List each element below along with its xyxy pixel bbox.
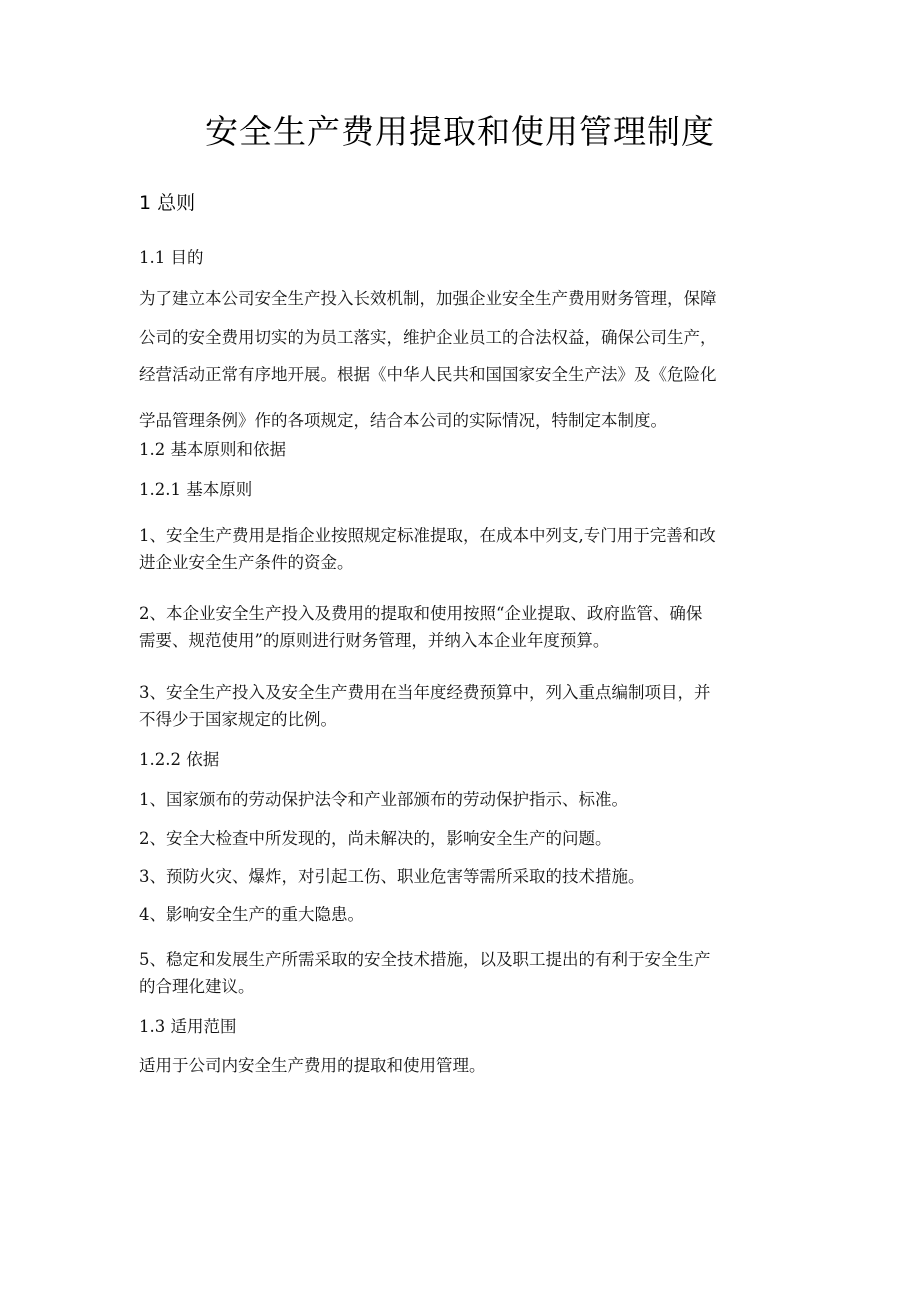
basis-item-5-line-1: 5、稳定和发展生产所需采取的安全技术措施，以及职工提出的有利于安全生产	[139, 950, 711, 969]
subsection-heading-principles-basis: 1.2 基本原则和依据	[139, 440, 286, 459]
document-title: 安全生产费用提取和使用管理制度	[205, 112, 715, 151]
principle-item-2-line-1: 2、本企业安全生产投入及费用的提取和使用按照“企业提取、政府监管、确保	[139, 604, 703, 623]
section-heading-general: 1 总则	[139, 192, 196, 214]
paragraph-line: 公司的安全费用切实的为员工落实，维护企业员工的合法权益，确保公司生产，	[139, 328, 717, 347]
paragraph-line: 学品管理条例》作的各项规定，结合本公司的实际情况，特制定本制度。	[139, 411, 667, 430]
principle-item-1-line-2: 进企业安全生产条件的资金。	[139, 553, 354, 572]
scope-text: 适用于公司内安全生产费用的提取和使用管理。	[139, 1056, 486, 1075]
principle-item-2-line-2: 需要、规范使用”的原则进行财务管理，并纳入本企业年度预算。	[139, 631, 610, 650]
basis-item-2: 2、安全大检查中所发现的，尚未解决的，影响安全生产的问题。	[139, 829, 612, 848]
principle-item-3-line-2: 不得少于国家规定的比例。	[139, 710, 337, 729]
subsection-heading-basis: 1.2.2 依据	[139, 750, 220, 769]
basis-item-5-line-2: 的合理化建议。	[139, 977, 255, 996]
subsection-heading-scope: 1.3 适用范围	[139, 1017, 237, 1036]
principle-item-3-line-1: 3、安全生产投入及安全生产费用在当年度经费预算中，列入重点编制项目，并	[139, 683, 711, 702]
paragraph-line: 经营活动正常有序地开展。根据《中华人民共和国国家安全生产法》及《危险化	[139, 365, 717, 384]
subsection-heading-basic-principles: 1.2.1 基本原则	[139, 480, 253, 499]
principle-item-1-line-1: 1、安全生产费用是指企业按照规定标准提取，在成本中列支,专门用于完善和改	[139, 526, 716, 545]
basis-item-4: 4、影响安全生产的重大隐患。	[139, 905, 364, 924]
basis-item-1: 1、国家颁布的劳动保护法令和产业部颁布的劳动保护指示、标准。	[139, 790, 628, 809]
subsection-heading-purpose: 1.1 目的	[139, 248, 204, 267]
basis-item-3: 3、预防火灾、爆炸，对引起工伤、职业危害等需所采取的技术措施。	[139, 867, 645, 886]
paragraph-line: 为了建立本公司安全生产投入长效机制，加强企业安全生产费用财务管理，保障	[139, 289, 717, 308]
